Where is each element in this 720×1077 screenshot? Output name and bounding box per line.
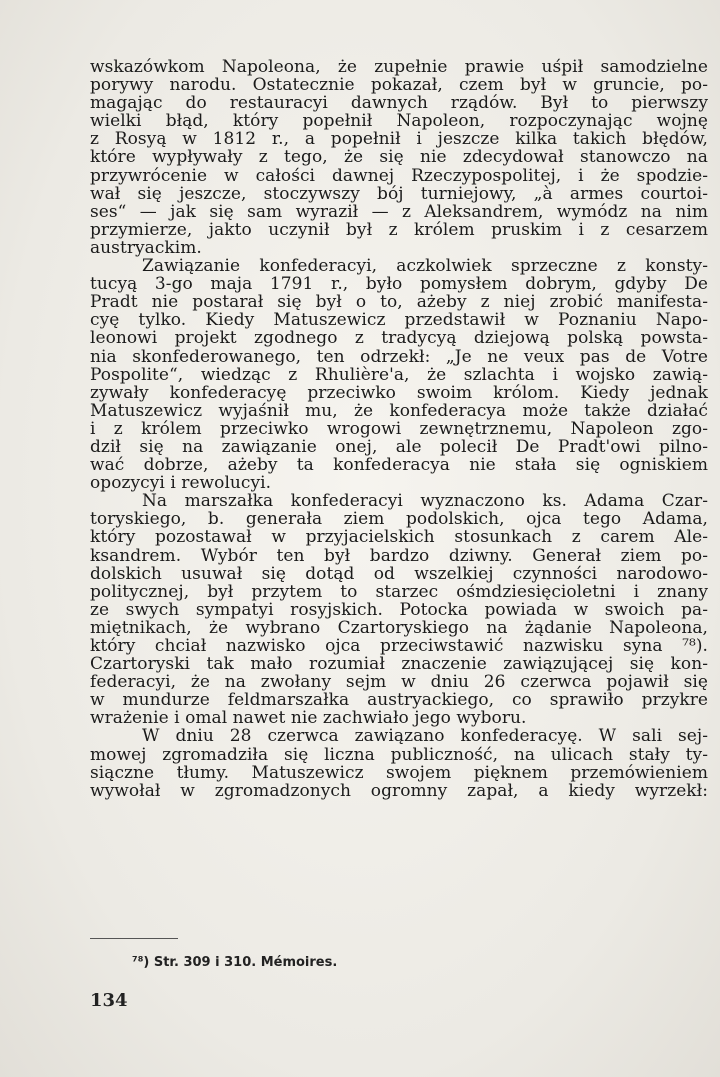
text-line: nia skonfederowanego, ten odrzekł: „Je ne veux pas de Votre <box>90 346 708 367</box>
text-line: i z królem przeciwko wrogowi zewnętrznemu, Napoleon zgo- <box>90 418 708 439</box>
text-line: które wypływały z tego, że się nie zdecydował stanowczo na <box>90 147 708 168</box>
text-line: wać dobrze, ażeby ta konfederacya nie stała się ogniskiem <box>90 455 708 476</box>
text-line: zywały konfederacyę przeciwko swoim królom. Kiedy jednak <box>90 382 708 403</box>
text-line: ksandrem. Wybór ten był bardzo dziwny. Generał ziem po- <box>90 545 708 566</box>
text-line: dził się na zawiązanie onej, ale polecił De Pradt'owi pilno- <box>90 436 708 457</box>
text-line: miętnikach, że wybrano Czartoryskiego na żądanie Napoleona, <box>90 617 708 638</box>
text-line: toryskiego, b. generała ziem podolskich, ojca tego Adama, <box>90 509 708 530</box>
text-line: opozycyi i rewolucyi. <box>90 473 272 494</box>
text-line: Czartoryski tak mało rozumiał znaczenie zawiązującej się kon- <box>90 654 708 675</box>
text-line: federacyi, że na zwołany sejm w dniu 26 czerwca pojawił się <box>90 672 708 693</box>
text-line: Pospolite“, wiedząc z Rhulière'a, że szlachta i wojsko zawią- <box>90 364 708 385</box>
text-line: leonowi projekt zgodnego z tradycyą dziejową polską powsta- <box>90 328 708 349</box>
text-line: ses“ — jak się sam wyraził — z Aleksandrem, wymódz na nim <box>90 201 708 222</box>
text-line: który chciał nazwisko ojca przeciwstawić nazwisku syna ⁷⁸). <box>90 636 708 656</box>
text-line: wrażenie i omal nawet nie zachwiało jego wyboru. <box>90 708 527 729</box>
text-line: tucyą 3-go maja 1791 r., było pomysłem dobrym, gdyby De <box>90 274 708 295</box>
text-line: magając do restauracyi dawnych rządów. Był to pierwszy <box>90 93 708 114</box>
text-line: cyę tylko. Kiedy Matuszewicz przedstawił w Poznaniu Napo- <box>90 310 708 331</box>
text-line: dolskich usuwał się dotąd od wszelkiej czynności narodowo- <box>90 563 708 584</box>
text-line: ze swych sympatyi rosyjskich. Potocka powiada w swoich pa- <box>90 599 708 620</box>
paragraph-first-line: Na marszałka konfederacyi wyznaczono ks. Adama Czar- <box>142 491 708 512</box>
text-line: z Rosyą w 1812 r., a popełnił i jeszcze kilka takich błędów, <box>90 129 708 150</box>
text-line: który pozostawał w przyjacielskich stosunkach z carem Ale- <box>90 527 708 548</box>
text-line: w mundurze feldmarszałka austryackiego, co sprawiło przykre <box>90 690 708 711</box>
text-line: porywy narodu. Ostatecznie pokazał, czem był w gruncie, po- <box>90 75 708 96</box>
text-line: austryackim. <box>90 237 202 258</box>
footnote-divider <box>90 938 178 939</box>
paragraph-first-line: Zawiązanie konfederacyi, aczkolwiek sprzeczne z konsty- <box>142 256 708 277</box>
page-number: 134 <box>90 990 128 1011</box>
text-line: przymierze, jakto uczynił był z królem pruskim i z cesarzem <box>90 219 708 240</box>
text-line: Pradt nie postarał się był o to, ażeby z niej zrobić manifesta- <box>90 292 708 313</box>
text-line: siączne tłumy. Matuszewicz swojem pięknem przemówieniem <box>90 762 708 783</box>
text-line: wywołał w zgromadzonych ogromny zapał, a kiedy wyrzekł: <box>90 780 708 801</box>
footnote: ⁷⁸) Str. 309 i 310. Mémoires. <box>132 955 338 970</box>
text-line: wielki błąd, który popełnił Napoleon, rozpoczynając wojnę <box>90 111 708 132</box>
text-line: wskazówkom Napoleona, że zupełnie prawie uśpił samodzielne <box>90 57 708 77</box>
body-text <box>90 58 708 800</box>
paragraph-first-line: W dniu 28 czerwca zawiązano konfederacyę. W sali sej- <box>142 726 708 747</box>
text-line: politycznej, był przytem to starzec ośmdziesięcioletni i znany <box>90 581 708 602</box>
text-line: wał się jeszcze, stoczywszy bój turniejowy, „à armes courtoi- <box>90 183 708 204</box>
text-line: mowej zgromadziła się liczna publiczność, na ulicach stały ty- <box>90 744 708 765</box>
text-line: przywrócenie w całości dawnej Rzeczypospolitej, i że spodzie- <box>90 165 708 186</box>
text-line: Matuszewicz wyjaśnił mu, że konfederacya może także działać <box>90 400 708 421</box>
